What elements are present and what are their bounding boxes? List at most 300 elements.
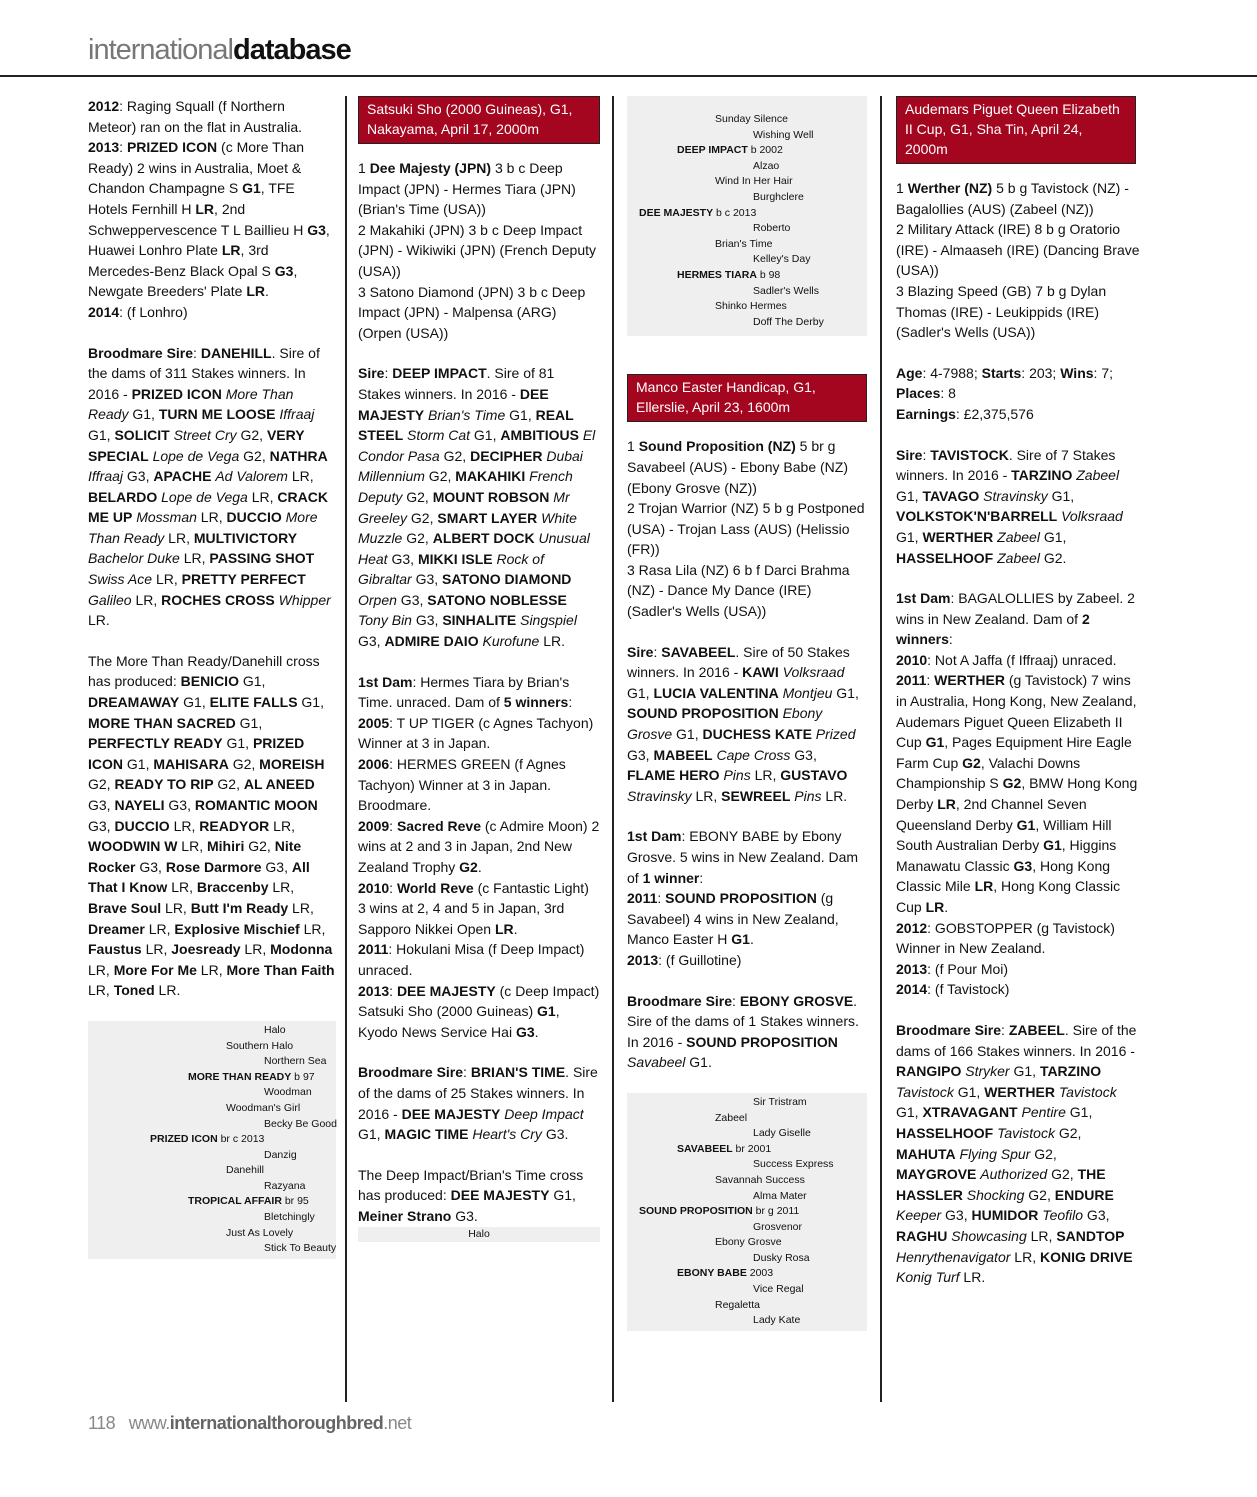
- pedigree-text: Vice Regal: [753, 1283, 804, 1296]
- pedigree-row: [627, 1251, 867, 1267]
- bold-run: HASSELHOOF: [896, 1124, 994, 1141]
- pedigree-row: [627, 299, 867, 315]
- italic-run: Swiss Ace: [88, 571, 153, 588]
- pedigree-text: Dusky Rosa: [753, 1251, 810, 1264]
- pedigree-row: [627, 1095, 867, 1111]
- bold-run: THE HASSLER: [896, 1166, 1106, 1203]
- bold-run: Faustus: [88, 941, 142, 958]
- pedigree-row: [627, 1126, 867, 1142]
- pedigree-table: [627, 1093, 867, 1331]
- pedigree-horse-name: DEE MAJESTY: [639, 206, 714, 219]
- pedigree-row: [88, 1132, 336, 1148]
- bold-run: SAVABEEL: [661, 643, 736, 660]
- bold-run: SINHALITE: [442, 612, 517, 629]
- text-run: :: [568, 694, 573, 711]
- italic-run: Zabeel: [997, 528, 1040, 545]
- text-run: . Sire of the dams of 166 Stakes winners. In 2016 -: [896, 1021, 1137, 1059]
- bold-run: 2013: [627, 951, 659, 968]
- italic-run: Kurofune: [482, 633, 540, 650]
- bold-run: 2011: [358, 941, 389, 958]
- bold-run: PRIZED ICON: [131, 385, 222, 402]
- pedigree-horse-name: MORE THAN READY: [188, 1070, 292, 1083]
- website-url[interactable]: [129, 1413, 412, 1433]
- text-run: , Kyodo News Service Hai: [358, 1003, 560, 1040]
- pedigree-text: Woodman's Girl: [226, 1101, 301, 1114]
- bold-run: G2: [1002, 775, 1022, 792]
- text-run: .: [477, 859, 482, 875]
- bold-run: LR: [925, 899, 945, 915]
- text-run: 5 b g Tavistock (NZ) - Bagalollies (AUS) (Zabeel (NZ)): [896, 180, 1129, 217]
- bold-run: SATONO DIAMOND: [442, 571, 572, 588]
- page-footer: [88, 1413, 411, 1434]
- text-run: : Hokulani Misa (f Deep Impact) unraced.: [358, 941, 585, 978]
- text-run: G3,: [387, 550, 418, 567]
- pedigree-text: b c 2013: [713, 206, 757, 219]
- text-run: G2,: [402, 488, 433, 505]
- bold-run: G3: [307, 221, 326, 238]
- text-run: :: [922, 446, 931, 463]
- bold-run: Sire: [627, 643, 654, 660]
- pedigree-row: [88, 1226, 336, 1242]
- bold-run: SOUND PROPOSITION: [686, 1033, 838, 1050]
- text-run: G2,: [407, 509, 438, 526]
- pedigree-horse-name: PRIZED ICON: [150, 1133, 218, 1146]
- pedigree-row: [88, 1085, 336, 1101]
- pedigree-row: [627, 1142, 867, 1158]
- text-run: LR,: [164, 529, 194, 546]
- bold-run: G2: [459, 859, 478, 875]
- bold-run: G1: [925, 734, 945, 751]
- pedigree-text: Southern Halo: [226, 1039, 294, 1052]
- text-run: G3,: [88, 797, 115, 813]
- bold-run: WERTHER: [984, 1083, 1055, 1100]
- italic-run: Prized: [815, 726, 856, 743]
- bold-run: APACHE: [153, 468, 212, 485]
- text-run: 2 Military Attack (IRE) 8 b g Oratorio (IRE) - Almaaseh (IRE) (Dancing Brave (USA)): [896, 221, 1140, 279]
- italic-run: Iffraaj: [88, 468, 124, 485]
- text-run: :: [699, 869, 704, 886]
- bold-run: EBONY GROSVE: [739, 992, 854, 1009]
- text-run: LR,: [1010, 1248, 1040, 1265]
- bold-run: Mihiri: [207, 838, 245, 855]
- bold-run: Explosive Mischief: [174, 920, 300, 937]
- text-run: G1,: [832, 684, 859, 701]
- pedigree-horse-name: TROPICAL AFFAIR: [188, 1195, 282, 1208]
- bold-run: Dreamer: [88, 920, 145, 937]
- bold-run: 2011: [896, 672, 927, 689]
- text-run: : (f Guillotine): [658, 951, 742, 968]
- italic-run: Whipper: [278, 591, 331, 608]
- italic-run: Pins: [794, 787, 822, 804]
- pedigree-text: Regaletta: [715, 1298, 760, 1311]
- italic-run: Pins: [723, 767, 751, 784]
- pedigree-table: [627, 96, 867, 336]
- text-run: G3,: [941, 1207, 972, 1224]
- pedigree-text: Northern Sea: [264, 1055, 327, 1068]
- italic-run: Bachelor Duke: [88, 550, 180, 567]
- bold-run: Broodmare Sire: [358, 1064, 464, 1081]
- bold-run: DEE MAJESTY: [401, 1105, 501, 1122]
- italic-run: Authorized: [980, 1166, 1048, 1183]
- text-run: G1,: [896, 1104, 923, 1121]
- text-run: G1,: [1039, 528, 1067, 545]
- pedigree-row: [627, 1266, 867, 1282]
- pedigree-row: [627, 284, 867, 300]
- text-run: 5 br g Savabeel (AUS) - Ebony Babe (NZ) (Ebony Grosve (NZ)): [627, 438, 848, 496]
- bold-run: 1st Dam: [358, 673, 413, 690]
- pedigree-horse-name: EBONY BABE: [677, 1267, 747, 1280]
- bold-run: DREAMAWAY: [88, 694, 180, 711]
- bold-run: 5 winners: [503, 694, 569, 711]
- text-run: G2,: [1054, 1124, 1082, 1141]
- text-run: LR,: [287, 468, 314, 485]
- pedigree-horse-name: HERMES TIARA: [677, 268, 757, 281]
- pedigree-row: [88, 1163, 336, 1179]
- column-3: [627, 96, 867, 1331]
- text-run: G3,: [411, 612, 443, 629]
- bold-run: G1: [1043, 837, 1062, 854]
- bold-run: 1st Dam: [896, 590, 951, 607]
- bold-run: XTRAVAGANT: [922, 1104, 1018, 1121]
- text-run: G2,: [88, 776, 115, 793]
- text-run: (g Tavistock) 7 wins in Australia, Hong Kong, New Zealand, Audemars Piguet Queen Elizabeth II Cup: [896, 672, 1137, 751]
- bold-run: REAL STEEL: [358, 406, 574, 444]
- bold-run: PERFECTLY READY: [88, 735, 223, 752]
- italic-run: White Muzzle: [358, 509, 577, 547]
- text-run: G1,: [238, 673, 266, 690]
- bold-run: DEEP IMPACT: [392, 365, 487, 382]
- pedigree-row: [627, 1282, 867, 1298]
- pedigree-text: b 98: [756, 268, 781, 281]
- italic-run: Zabeel: [1076, 467, 1120, 484]
- pedigree-text: Sadler's Wells: [753, 284, 819, 297]
- text-run: LR.: [821, 787, 848, 804]
- italic-run: Stravinsky: [627, 787, 692, 804]
- text-run: G1,: [672, 726, 703, 743]
- bold-run: ROCHES CROSS: [161, 591, 275, 608]
- text-run: G3,: [1083, 1207, 1110, 1224]
- text-run: . Sire of 7 Stakes winners. In 2016 -: [896, 446, 1116, 484]
- bold-run: BRIAN'S TIME: [470, 1064, 566, 1081]
- pedigree-text: Becky Be Good: [264, 1117, 337, 1130]
- bold-run: ELITE FALLS: [209, 694, 298, 711]
- pedigree-text: Ebony Grosve: [715, 1236, 782, 1249]
- bold-run: MIKKI ISLE: [417, 550, 493, 567]
- column-2: [358, 96, 600, 1242]
- pedigree-text: Shinko Hermes: [715, 300, 787, 313]
- pedigree-text: Stick To Beauty: [264, 1242, 337, 1255]
- pedigree-row: [88, 1241, 336, 1257]
- pedigree-row: [627, 190, 867, 206]
- italic-run: Keeper: [896, 1207, 942, 1224]
- race-title-box: Manco Easter Handicap, G1, Ellerslie, April 23, 1600m: [627, 374, 867, 422]
- text-run: LR.: [539, 633, 565, 650]
- pedigree-row: [627, 221, 867, 237]
- text-run: G3.: [451, 1207, 478, 1224]
- text-run: LR,: [299, 920, 326, 937]
- italic-run: French Deputy: [358, 468, 573, 505]
- url-suffix: .net: [383, 1413, 412, 1433]
- italic-run: Brian's Time: [428, 406, 506, 423]
- text-run: 3 Rasa Lila (NZ) 6 b f Darci Brahma (NZ) - Dance My Dance (IRE) (Sadler's Wells (USA)): [627, 561, 850, 620]
- italic-run: Mr Greeley: [358, 488, 570, 526]
- pedigree-row: [88, 1023, 336, 1039]
- bold-run: Sire: [358, 365, 385, 382]
- italic-run: Rock of Gibraltar: [358, 550, 544, 588]
- bold-run: BENICIO: [180, 673, 239, 690]
- year-records-paragraph: [88, 96, 336, 323]
- italic-run: Volksraad: [1061, 508, 1123, 525]
- text-run: : £2,375,576: [955, 405, 1034, 422]
- pedigree-row: [88, 1148, 336, 1164]
- text-run: :: [389, 982, 397, 999]
- bold-run: 2012: [896, 919, 928, 936]
- pedigree-row: [627, 237, 867, 253]
- bold-run: LR: [246, 283, 265, 300]
- bold-run: DUCHESS KATE: [702, 726, 812, 743]
- italic-run: More Than Ready: [88, 385, 294, 423]
- bold-run: DANEHILL: [200, 344, 272, 361]
- first-dam-paragraph: [896, 588, 1141, 1000]
- bold-run: Rose Darmore: [165, 858, 262, 875]
- broodmare-sire-paragraph: [896, 1020, 1141, 1288]
- bold-run: ADMIRE DAIO: [384, 633, 479, 650]
- bold-run: All That I Know: [88, 858, 310, 896]
- text-run: .: [534, 1023, 539, 1040]
- bold-run: Dee Majesty (JPN): [369, 160, 492, 176]
- section-header: [88, 34, 351, 74]
- text-run: LR.: [88, 612, 110, 629]
- section-header-bold: database: [233, 34, 351, 66]
- bold-run: MAKAHIKI: [455, 468, 526, 485]
- text-run: . Sire of 81 Stakes winners. In 2016 -: [358, 365, 555, 402]
- bold-run: LR: [195, 200, 215, 217]
- bold-run: MOREISH: [259, 755, 325, 772]
- text-run: (c Fantastic Light) 3 wins at 2, 4 and 5 in Japan, 3rd Sapporo Nikkei Open: [358, 879, 589, 937]
- url-domain: internationalthoroughbred: [169, 1413, 384, 1433]
- cross-paragraph: [358, 1165, 600, 1227]
- bold-run: PRIZED ICON: [88, 735, 305, 772]
- bold-run: SOLICIT: [114, 426, 170, 443]
- broodmare-sire-paragraph: [627, 991, 867, 1073]
- pedigree-text: br g 2011: [752, 1205, 800, 1218]
- column-divider: [880, 96, 882, 1402]
- pedigree-row: [627, 1189, 867, 1205]
- text-run: G1,: [358, 1126, 385, 1143]
- pedigree-text: Woodman: [264, 1086, 312, 1099]
- pedigree-text: Grosvenor: [753, 1220, 803, 1233]
- bold-run: 2013: [896, 960, 928, 977]
- text-run: :: [657, 890, 666, 907]
- text-run: The More Than Ready/Danehill cross has produced:: [88, 652, 320, 690]
- bold-run: ROMANTIC MOON: [194, 797, 318, 813]
- text-run: .: [265, 283, 269, 300]
- text-run: G1,: [297, 694, 324, 711]
- text-run: G1,: [128, 406, 159, 423]
- italic-run: Heart's Cry: [472, 1126, 542, 1143]
- bold-run: More Than Faith: [226, 961, 335, 978]
- text-run: G3,: [396, 591, 428, 608]
- text-run: : (f Lonhro): [119, 303, 188, 320]
- bold-run: G1: [242, 180, 261, 197]
- italic-run: Ad Valorem: [215, 468, 288, 485]
- stats-paragraph: [896, 363, 1141, 425]
- italic-run: Zabeel: [997, 549, 1040, 566]
- bold-run: Sacred Reve: [396, 817, 481, 834]
- pedigree-row: [627, 159, 867, 175]
- text-run: LR.: [959, 1269, 986, 1286]
- first-dam-paragraph: [627, 826, 867, 970]
- text-run: LR,: [177, 838, 207, 855]
- pedigree-row: [88, 1039, 336, 1055]
- text-run: G3,: [411, 571, 443, 588]
- text-run: , 3rd Mercedes-Benz Black Opal S: [88, 242, 275, 279]
- italic-run: Street Cry: [173, 426, 237, 443]
- bold-run: DUCCIO: [114, 817, 170, 834]
- bold-run: TAVAGO: [922, 487, 980, 504]
- text-run: , Huawei Lonhro Plate: [88, 221, 330, 259]
- italic-run: Iffraaj: [279, 406, 315, 423]
- text-run: : HERMES GREEN (f Agnes Tachyon) Winner at 3 in Japan. Broodmare.: [358, 756, 566, 814]
- italic-run: Showcasing: [951, 1227, 1027, 1244]
- text-run: :: [384, 365, 393, 382]
- text-run: G1,: [953, 1083, 985, 1100]
- text-run: G1,: [627, 684, 654, 701]
- pedigree-row: [627, 268, 867, 284]
- race-result-paragraph: [627, 436, 867, 621]
- bold-run: Wins: [1060, 364, 1094, 381]
- italic-run: Lope de Vega: [161, 488, 248, 505]
- pedigree-text: Danzig: [264, 1148, 297, 1161]
- bold-run: BELARDO: [88, 488, 158, 505]
- text-run: G3,: [358, 633, 385, 650]
- bold-run: LR: [937, 796, 956, 813]
- bold-run: READY TO RIP: [114, 776, 214, 793]
- text-run: G2,: [236, 426, 267, 443]
- page-number: 118: [88, 1413, 116, 1433]
- section-header-light: international: [88, 34, 233, 66]
- text-run: LR,: [288, 899, 314, 916]
- bold-run: LR: [974, 878, 994, 895]
- text-run: .: [749, 931, 754, 948]
- bold-run: Joesready: [171, 941, 241, 958]
- text-run: . Sire of the dams of 25 Stakes winners. In 2016 -: [358, 1064, 598, 1122]
- text-run: : GOBSTOPPER (g Tavistock) Winner in New Zealand.: [896, 919, 1115, 957]
- italic-run: Tavistock: [1058, 1083, 1117, 1100]
- column-divider: [345, 96, 347, 1402]
- bold-run: HUMIDOR: [971, 1207, 1039, 1224]
- pedigree-row: [627, 315, 867, 331]
- text-run: G1,: [179, 694, 210, 711]
- bold-run: PRETTY PERFECT: [181, 571, 306, 588]
- text-run: (g Savabeel) 4 wins in New Zealand, Manco Easter H: [627, 890, 839, 948]
- text-run: LR,: [161, 899, 191, 916]
- bold-run: 1st Dam: [627, 828, 682, 845]
- text-run: :: [1001, 1021, 1009, 1038]
- broodmare-sire-paragraph: [358, 1062, 600, 1144]
- text-run: (c Deep Impact) Satsuki Sho (2000 Guineas): [358, 982, 600, 1020]
- bold-run: AMBITIOUS: [500, 427, 579, 444]
- bold-run: 2010: [896, 651, 928, 668]
- pedigree-text: b 2002: [747, 144, 783, 157]
- text-run: : 8: [940, 385, 956, 402]
- bold-run: 2014: [896, 981, 928, 998]
- bold-run: 2013: [88, 139, 120, 156]
- italic-run: Mossman: [136, 509, 197, 526]
- text-run: : Hermes Tiara by Brian's Time. unraced. Dam of: [358, 673, 570, 711]
- text-run: : (f Pour Moi): [927, 960, 1009, 977]
- bold-run: 2009: [358, 817, 390, 834]
- pedigree-text: Lady Kate: [753, 1314, 801, 1327]
- bold-run: PASSING SHOT: [209, 550, 315, 567]
- pedigree-text: Alma Mater: [753, 1189, 807, 1202]
- pedigree-row: [627, 1235, 867, 1251]
- bold-run: 2005: [358, 714, 390, 731]
- text-run: G1,: [88, 426, 115, 443]
- column-divider: [612, 96, 614, 1402]
- text-run: , BMW Hong Kong Derby: [896, 775, 1138, 813]
- text-run: G1.: [685, 1054, 712, 1071]
- bold-run: G3: [515, 1023, 535, 1040]
- bold-run: Butt I'm Ready: [190, 899, 289, 916]
- bold-run: SEWREEL: [721, 787, 791, 804]
- pedigree-text: Wishing Well: [753, 128, 814, 141]
- bold-run: Nite Rocker: [88, 838, 302, 875]
- bold-run: 2010: [358, 879, 390, 896]
- pedigree-text: Lady Giselle: [753, 1127, 811, 1140]
- text-run: LR.: [154, 982, 181, 999]
- text-run: G3,: [261, 858, 292, 875]
- text-run: .: [513, 920, 518, 937]
- text-run: G2,: [1024, 1186, 1055, 1203]
- italic-run: Deep Impact: [504, 1105, 584, 1122]
- pedigree-fragment-text: Halo: [468, 1227, 490, 1240]
- pedigree-text: Razyana: [264, 1179, 306, 1192]
- text-run: LR,: [152, 571, 182, 588]
- bold-run: LUCIA VALENTINA: [653, 684, 779, 701]
- bold-run: Broodmare Sire: [627, 992, 733, 1009]
- pedigree-text: Savannah Success: [715, 1173, 805, 1186]
- text-run: LR,: [196, 509, 227, 526]
- pedigree-text: Halo: [264, 1023, 286, 1036]
- bold-run: 2012: [88, 98, 120, 114]
- text-run: G2,: [402, 530, 433, 547]
- pedigree-text: br c 2013: [217, 1133, 265, 1146]
- text-run: :: [119, 139, 127, 156]
- bold-run: Broodmare Sire: [88, 344, 194, 361]
- pedigree-text: Danehill: [226, 1164, 264, 1177]
- text-run: LR,: [88, 961, 114, 978]
- italic-run: Tavistock: [997, 1124, 1055, 1141]
- pedigree-horse-name: DEEP IMPACT: [677, 144, 748, 157]
- text-run: :: [926, 672, 935, 689]
- pedigree-row: [627, 112, 867, 128]
- bold-run: RAGHU: [896, 1227, 948, 1244]
- text-run: G2,: [424, 468, 456, 485]
- italic-run: El Condor Pasa: [358, 427, 596, 464]
- text-run: LR,: [750, 767, 781, 784]
- pedigree-row: [627, 1298, 867, 1314]
- pedigree-text: Just As Lovely: [226, 1226, 294, 1239]
- pedigree-text: Alzao: [753, 159, 780, 172]
- text-run: G1,: [1047, 487, 1075, 504]
- text-run: :: [389, 879, 397, 896]
- race-title-box: Audemars Piguet Queen Elizabeth II Cup, G1, Sha Tin, April 24, 2000m: [896, 96, 1136, 164]
- bold-run: DUCCIO: [226, 509, 282, 526]
- text-run: :: [653, 643, 662, 660]
- text-run: :: [948, 631, 953, 648]
- text-run: 3 Satono Diamond (JPN) 3 b c Deep Impact (JPN) - Malpensa (ARG) (Orpen (USA)): [358, 283, 586, 341]
